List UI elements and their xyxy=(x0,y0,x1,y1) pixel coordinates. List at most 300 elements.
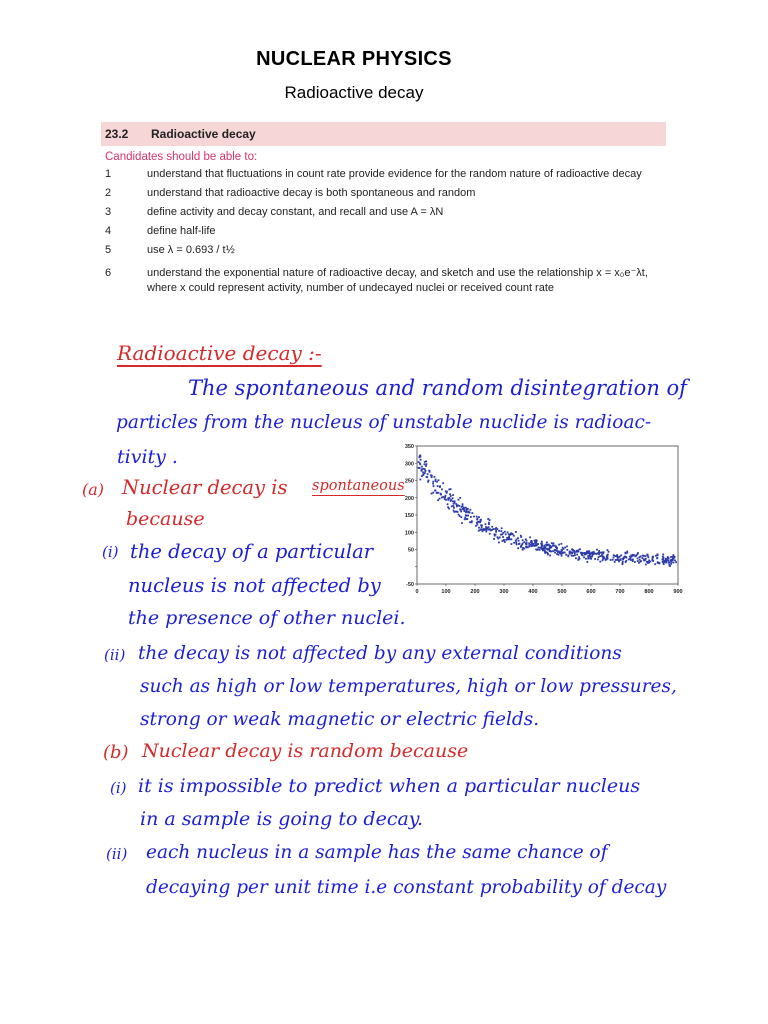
syllabus-item xyxy=(101,205,666,220)
data-point xyxy=(441,488,443,490)
data-point xyxy=(551,542,553,544)
data-point xyxy=(439,486,441,488)
data-point xyxy=(645,564,647,566)
data-point xyxy=(560,543,562,545)
data-point xyxy=(422,474,424,476)
data-point xyxy=(529,536,531,538)
data-point xyxy=(575,557,577,559)
data-point xyxy=(640,555,642,557)
data-point xyxy=(647,556,649,558)
data-point xyxy=(573,551,575,553)
data-point xyxy=(515,542,517,544)
data-point xyxy=(476,524,478,526)
point-a-i-label: (i) xyxy=(102,543,119,561)
data-point xyxy=(517,547,519,549)
data-point xyxy=(549,555,551,557)
data-point xyxy=(495,531,497,533)
data-point xyxy=(444,498,446,500)
notes-heading: Radioactive decay :- xyxy=(117,341,322,365)
data-point xyxy=(584,554,586,556)
data-point xyxy=(517,537,519,539)
data-point xyxy=(571,552,573,554)
data-point xyxy=(465,507,467,509)
data-point xyxy=(578,556,580,558)
data-point xyxy=(662,553,664,555)
data-point xyxy=(450,500,452,502)
y-tick-label: 50 xyxy=(407,547,414,554)
data-point xyxy=(467,515,469,517)
data-point xyxy=(646,554,648,556)
data-point xyxy=(452,497,454,499)
data-point xyxy=(639,559,641,561)
data-point xyxy=(520,536,522,538)
data-point xyxy=(605,558,607,560)
y-tick-label: 300 xyxy=(404,461,414,468)
data-point xyxy=(515,531,517,533)
data-point xyxy=(431,476,433,478)
point-b-i-line: in a sample is going to decay. xyxy=(140,808,424,830)
data-point xyxy=(481,526,483,528)
data-point xyxy=(662,556,664,558)
data-point xyxy=(668,562,670,564)
data-point xyxy=(444,496,446,498)
data-point xyxy=(622,562,624,564)
data-point xyxy=(670,560,672,562)
data-point xyxy=(656,557,658,559)
data-point xyxy=(507,531,509,533)
data-point xyxy=(620,554,622,556)
data-point xyxy=(643,558,645,560)
data-point xyxy=(432,492,434,494)
data-point xyxy=(502,536,504,538)
data-point xyxy=(542,549,544,551)
data-point xyxy=(424,461,426,463)
item-text-line: where x could represent activity, number of undecayed nuclei or received count rate xyxy=(147,282,555,294)
data-point xyxy=(498,530,500,532)
data-point xyxy=(658,562,660,564)
syllabus-item xyxy=(101,186,666,201)
syllabus-item xyxy=(101,266,666,296)
data-point xyxy=(476,516,478,518)
data-point xyxy=(420,456,422,458)
section-number: 23.2 xyxy=(105,127,129,141)
data-point xyxy=(489,533,491,535)
data-point xyxy=(598,550,600,552)
data-point xyxy=(558,550,560,552)
data-point xyxy=(546,541,548,543)
data-point xyxy=(566,549,568,551)
data-point xyxy=(615,559,617,561)
data-point xyxy=(520,546,522,548)
data-point xyxy=(672,559,674,561)
data-point xyxy=(635,554,637,556)
data-point xyxy=(419,467,421,469)
section-title: Radioactive decay xyxy=(151,127,256,141)
data-point xyxy=(541,541,543,543)
data-point xyxy=(499,537,501,539)
data-point xyxy=(421,466,423,468)
data-point xyxy=(579,548,581,550)
data-point xyxy=(420,469,422,471)
data-point xyxy=(510,538,512,540)
data-point xyxy=(675,561,677,563)
data-point xyxy=(553,543,555,545)
data-point xyxy=(549,546,551,548)
data-point xyxy=(533,543,535,545)
data-point xyxy=(674,560,676,562)
data-point xyxy=(612,559,614,561)
point-a-ii-line: such as high or low temperatures, high or low pressures, xyxy=(140,676,677,697)
data-point xyxy=(480,519,482,521)
data-point xyxy=(460,516,462,518)
data-point xyxy=(626,552,628,554)
x-tick-label: 600 xyxy=(586,589,596,595)
data-point xyxy=(427,481,429,483)
data-point xyxy=(556,548,558,550)
data-point xyxy=(494,528,496,530)
data-point xyxy=(608,551,610,553)
data-point xyxy=(544,552,546,554)
data-point xyxy=(546,552,548,554)
x-tick-label: 800 xyxy=(644,589,654,595)
data-point xyxy=(455,511,457,513)
data-point xyxy=(606,555,608,557)
item-text: use λ = 0.693 / t½ xyxy=(147,244,235,256)
data-point xyxy=(586,561,588,563)
data-point xyxy=(466,518,468,520)
data-point xyxy=(594,558,596,560)
data-point xyxy=(453,505,455,507)
data-point xyxy=(489,519,491,521)
data-point xyxy=(465,510,467,512)
data-point xyxy=(471,512,473,514)
data-point xyxy=(504,531,506,533)
data-point xyxy=(491,526,493,528)
data-point xyxy=(447,503,449,505)
data-point xyxy=(577,559,579,561)
data-point xyxy=(632,554,634,556)
data-point xyxy=(637,558,639,560)
data-point xyxy=(482,530,484,532)
item-number: 2 xyxy=(105,187,112,199)
data-point xyxy=(546,544,548,546)
data-point xyxy=(451,505,453,507)
data-point xyxy=(535,539,537,541)
data-point xyxy=(606,556,608,558)
data-point xyxy=(552,550,554,552)
data-point xyxy=(634,561,636,563)
data-point xyxy=(462,505,464,507)
data-point xyxy=(596,553,598,555)
data-point xyxy=(419,463,421,465)
data-point xyxy=(670,563,672,565)
data-point xyxy=(436,492,438,494)
data-point xyxy=(558,554,560,556)
data-point xyxy=(656,553,658,555)
data-point xyxy=(501,534,503,536)
syllabus-intro: Candidates should be able to: xyxy=(105,151,258,163)
data-point xyxy=(495,534,497,536)
data-point xyxy=(441,497,443,499)
data-point xyxy=(434,476,436,478)
data-point xyxy=(578,549,580,551)
data-point xyxy=(637,560,639,562)
data-point xyxy=(486,527,488,529)
data-point xyxy=(476,522,478,524)
data-point xyxy=(435,480,437,482)
data-point xyxy=(588,551,590,553)
data-point xyxy=(516,539,518,541)
data-point xyxy=(447,506,449,508)
item-text-line: understand the exponential nature of radioactive decay, and sketch and use the relationship x = x₀e⁻λt, xyxy=(147,267,648,279)
data-point xyxy=(564,547,566,549)
data-point xyxy=(547,554,549,556)
data-point xyxy=(662,562,664,564)
data-point xyxy=(538,547,540,549)
definition-line: particles from the nucleus of unstable nuclide is radioac- xyxy=(116,412,652,433)
item-text: understand that fluctuations in count rate provide evidence for the random nature of radioactive decay xyxy=(147,168,642,180)
data-point xyxy=(586,552,588,554)
syllabus-item xyxy=(101,167,666,182)
item-text xyxy=(147,266,666,296)
data-point xyxy=(526,545,528,547)
data-point xyxy=(437,485,439,487)
data-point xyxy=(535,543,537,545)
data-point xyxy=(509,538,511,540)
data-point xyxy=(554,552,556,554)
data-point xyxy=(452,501,454,503)
data-point xyxy=(516,543,518,545)
data-point xyxy=(638,562,640,564)
y-tick-label: 150 xyxy=(404,513,414,519)
data-point xyxy=(526,540,528,542)
data-point xyxy=(642,555,644,557)
data-point xyxy=(469,521,471,523)
point-a-ii-line: strong or weak magnetic or electric fields. xyxy=(140,709,540,730)
data-point xyxy=(439,498,441,500)
data-point xyxy=(668,558,670,560)
decay-scatter-chart xyxy=(392,441,684,597)
data-point xyxy=(593,553,595,555)
page-subtitle: Radioactive decay xyxy=(284,83,424,102)
data-point xyxy=(567,555,569,557)
data-point xyxy=(555,546,557,548)
data-point xyxy=(460,511,462,513)
data-point xyxy=(624,552,626,554)
data-point xyxy=(541,548,543,550)
data-point xyxy=(500,530,502,532)
data-point xyxy=(541,546,543,548)
data-point xyxy=(624,556,626,558)
point-b-ii-line: decaying per unit time i.e constant probability of decay xyxy=(146,877,667,898)
data-point xyxy=(670,556,672,558)
item-number: 3 xyxy=(105,206,112,218)
data-point xyxy=(452,494,454,496)
data-point xyxy=(544,550,546,552)
point-b-i-line: it is impossible to predict when a particular nucleus xyxy=(138,775,641,797)
data-point xyxy=(535,541,537,543)
data-point xyxy=(583,556,585,558)
data-point xyxy=(614,561,616,563)
data-point xyxy=(459,505,461,507)
data-point xyxy=(437,492,439,494)
data-point xyxy=(630,559,632,561)
data-point xyxy=(617,559,619,561)
data-point xyxy=(463,510,465,512)
data-point xyxy=(462,503,464,505)
y-tick-label: 100 xyxy=(404,530,414,537)
data-point xyxy=(558,544,560,546)
data-point xyxy=(539,549,541,551)
y-tick-label: -50 xyxy=(406,582,414,588)
data-point xyxy=(453,507,455,509)
y-tick-label: 350 xyxy=(404,444,414,450)
data-point xyxy=(454,500,456,502)
data-point xyxy=(450,488,452,490)
data-point xyxy=(529,546,531,548)
data-point xyxy=(602,559,604,561)
data-point xyxy=(471,520,473,522)
data-point xyxy=(431,493,433,495)
y-tick-label: 250 xyxy=(404,478,414,485)
x-tick-label: 300 xyxy=(499,589,509,595)
y-tick-label: 200 xyxy=(404,495,414,502)
data-point xyxy=(503,539,505,541)
data-point xyxy=(501,540,503,542)
data-point xyxy=(549,547,551,549)
data-point xyxy=(459,509,461,511)
data-point xyxy=(576,550,578,552)
x-tick-label: 700 xyxy=(615,589,625,595)
data-point xyxy=(561,555,563,557)
data-point xyxy=(535,549,537,551)
data-point xyxy=(485,531,487,533)
data-point xyxy=(501,527,503,529)
point-b-i-label: (i) xyxy=(110,779,127,797)
item-number: 4 xyxy=(105,225,112,237)
data-point xyxy=(461,522,463,524)
data-point xyxy=(425,463,427,465)
data-point xyxy=(625,560,627,562)
data-point xyxy=(654,563,656,565)
data-point xyxy=(534,540,536,542)
point-a-i-line: the presence of other nuclei. xyxy=(128,607,406,629)
data-point xyxy=(420,459,422,461)
data-point xyxy=(585,558,587,560)
data-point xyxy=(590,556,592,558)
x-tick-label: 200 xyxy=(470,589,480,595)
data-point xyxy=(525,543,527,545)
data-point xyxy=(632,560,634,562)
data-point xyxy=(488,523,490,525)
data-point xyxy=(644,555,646,557)
data-point xyxy=(523,548,525,550)
data-point xyxy=(581,553,583,555)
data-point xyxy=(662,559,664,561)
data-point xyxy=(478,530,480,532)
data-point xyxy=(488,529,490,531)
data-point xyxy=(457,511,459,513)
data-point xyxy=(591,552,593,554)
data-point xyxy=(428,470,430,472)
data-point xyxy=(571,548,573,550)
point-a-ii-label: (ii) xyxy=(104,646,126,664)
data-point xyxy=(589,558,591,560)
data-point xyxy=(442,482,444,484)
data-point xyxy=(601,552,603,554)
data-point xyxy=(505,533,507,535)
data-point xyxy=(432,481,434,483)
data-point xyxy=(522,539,524,541)
data-point xyxy=(603,551,605,553)
x-tick-label: 400 xyxy=(528,589,538,595)
data-point xyxy=(477,518,479,520)
data-point xyxy=(440,494,442,496)
data-point xyxy=(620,559,622,561)
item-number: 6 xyxy=(105,267,112,279)
definition-line: The spontaneous and random disintegration of xyxy=(188,376,687,400)
data-point xyxy=(422,471,424,473)
data-point xyxy=(453,503,455,505)
item-text: define half-life xyxy=(147,225,216,237)
data-point xyxy=(435,490,437,492)
data-point xyxy=(614,555,616,557)
data-point xyxy=(522,549,524,551)
data-point xyxy=(447,498,449,500)
data-point xyxy=(584,552,586,554)
point-b-text: Nuclear decay is random because xyxy=(142,740,469,762)
data-point xyxy=(646,561,648,563)
x-tick-label: 100 xyxy=(441,589,451,595)
data-point xyxy=(569,551,571,553)
data-point xyxy=(498,542,500,544)
data-point xyxy=(437,499,439,501)
definition-line: tivity . xyxy=(117,446,178,468)
x-tick-label: 500 xyxy=(557,589,567,595)
data-point xyxy=(442,496,444,498)
data-point xyxy=(419,479,421,481)
syllabus-item xyxy=(101,224,666,239)
data-point xyxy=(508,536,510,538)
data-point xyxy=(576,554,578,556)
data-point xyxy=(518,543,520,545)
data-point xyxy=(469,509,471,511)
data-point xyxy=(652,556,654,558)
data-point xyxy=(618,557,620,559)
data-point xyxy=(456,506,458,508)
data-point xyxy=(423,468,425,470)
x-tick-label: 900 xyxy=(673,589,683,595)
item-number: 5 xyxy=(105,244,112,256)
data-point xyxy=(613,557,615,559)
data-point xyxy=(563,552,565,554)
data-point xyxy=(552,545,554,547)
data-point xyxy=(480,528,482,530)
data-point xyxy=(531,540,533,542)
data-point xyxy=(673,562,675,564)
data-point xyxy=(449,493,451,495)
data-point xyxy=(497,536,499,538)
data-point xyxy=(554,545,556,547)
data-point xyxy=(478,527,480,529)
data-point xyxy=(543,545,545,547)
data-point xyxy=(505,539,507,541)
data-point xyxy=(535,545,537,547)
data-point xyxy=(586,550,588,552)
point-a-keyword: spontaneous xyxy=(312,478,405,494)
data-point xyxy=(426,476,428,478)
data-point xyxy=(632,559,634,561)
